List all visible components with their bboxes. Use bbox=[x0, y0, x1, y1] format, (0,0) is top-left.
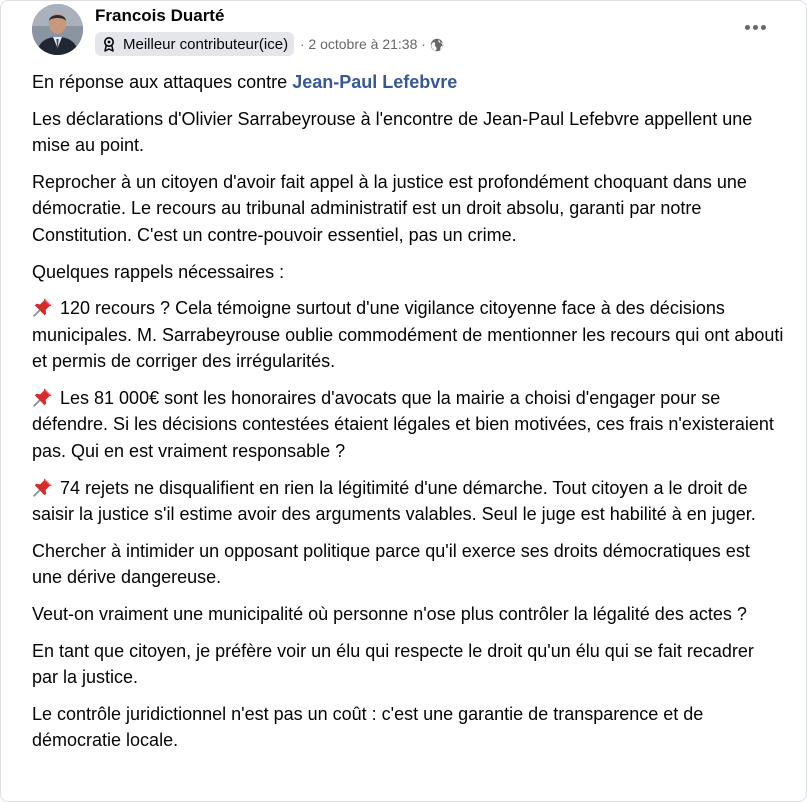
post-body bbox=[32, 69, 784, 764]
badge-icon bbox=[101, 36, 117, 52]
paragraph-3: Quelques rappels nécessaires : bbox=[32, 261, 285, 282]
meta-separator: · bbox=[300, 36, 305, 52]
author-avatar[interactable] bbox=[32, 4, 83, 55]
intro-paragraph bbox=[32, 69, 784, 96]
pushpin-icon bbox=[32, 386, 54, 408]
bullet-text: Les 81 000€ sont les honoraires d'avocats que la mairie a choisi d'engager pour se défendre. Si les décisions contestées étaient légales et bien motivées, ces frais n'existeraient pas. Qui en est vraiment responsable ? bbox=[32, 387, 774, 461]
globe-icon[interactable] bbox=[430, 38, 444, 52]
pushpin-icon bbox=[32, 296, 54, 318]
more-options-icon-dot bbox=[753, 25, 758, 30]
post-meta bbox=[95, 32, 444, 56]
post-header bbox=[1, 1, 807, 65]
paragraph-7: Le contrôle juridictionnel n'est pas un coût : c'est une garantie de transparence et de démocratie locale. bbox=[32, 703, 704, 751]
paragraph-2: Reprocher à un citoyen d'avoir fait appel à la justice est profondément choquant dans une démocratie. Le recours au tribunal administratif est un droit absolu, garanti par notre Constitution. C'est un contre-pouvoir essentiel, pas un crime. bbox=[32, 171, 747, 245]
bullet-3 bbox=[32, 475, 784, 528]
badge-label: Meilleur contributeur(ice) bbox=[123, 35, 289, 53]
paragraph-5: Veut-on vraiment une municipalité où personne n'ose plus contrôler la légalité des actes ? bbox=[32, 604, 747, 624]
bullet-text: 120 recours ? Cela témoigne surtout d'une vigilance citoyenne face à des décisions municipales. M. Sarrabeyrouse oublie commodément de mentionner les recours qui ont abouti et permis de corriger des irrégularités. bbox=[32, 298, 784, 372]
bullet-text: 74 rejets ne disqualifient en rien la légitimité d'une démarche. Tout citoyen a le droit de saisir la justice s'il estime avoir des arguments valables. Seul le juge est habilité à en juger. bbox=[32, 477, 756, 525]
more-options-button[interactable] bbox=[735, 9, 775, 45]
mention-link[interactable]: Jean-Paul Lefebvre bbox=[292, 72, 458, 92]
more-options-icon-dot bbox=[745, 25, 750, 30]
paragraph-4: Chercher à intimider un opposant politique parce qu'il exerce ses droits démocratiques est une dérive dangereuse. bbox=[32, 540, 750, 588]
avatar-photo bbox=[32, 4, 83, 55]
paragraph-1: Les déclarations d'Olivier Sarrabeyrouse à l'encontre de Jean-Paul Lefebvre appellent une mise au point. bbox=[32, 108, 753, 156]
contributor-badge[interactable] bbox=[95, 32, 294, 56]
paragraph-6: En tant que citoyen, je préfère voir un élu qui respecte le droit qu'un élu qui se fait recadrer par la justice. bbox=[32, 640, 754, 688]
meta-separator-2: · bbox=[421, 36, 426, 52]
post-timestamp[interactable]: 2 octobre à 21:38 bbox=[308, 36, 418, 52]
bullet-1 bbox=[32, 295, 784, 375]
pushpin-icon bbox=[32, 476, 54, 498]
author-name[interactable]: Francois Duarté bbox=[95, 6, 225, 25]
more-options-icon-dot bbox=[761, 25, 766, 30]
intro-text: En réponse aux attaques contre bbox=[32, 72, 293, 92]
bullet-2 bbox=[32, 385, 784, 465]
